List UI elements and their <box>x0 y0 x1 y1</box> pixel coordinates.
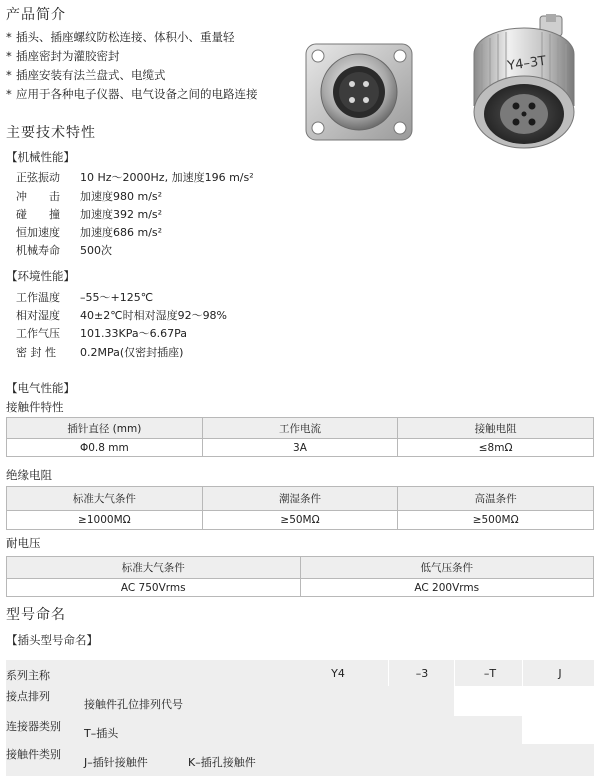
naming-row-text: J–插针接触件 <box>84 756 148 769</box>
mechanical-row: 正弦振动 10 Hz～2000Hz, 加速度196 m/s² <box>16 171 254 184</box>
cable-plug-photo <box>462 14 586 154</box>
mechanical-row: 机械寿命 500次 <box>16 244 112 257</box>
table-header: 接触电阻 <box>398 418 594 439</box>
environment-row: 工作温度 –55～+125℃ <box>16 291 154 304</box>
model-code: –3 <box>415 667 429 680</box>
table-cell: ≤8mΩ <box>398 439 594 457</box>
naming-band <box>6 686 454 716</box>
naming-row-label: 连接器类别 <box>6 720 61 733</box>
table-cell: ≥500MΩ <box>398 511 594 530</box>
model-code: –T <box>483 667 497 680</box>
voltage-table <box>6 556 594 597</box>
contact-table <box>6 417 594 457</box>
table-header: 标准大气条件 <box>7 487 203 511</box>
environment-row: 工作气压 101.33KPa～6.67Pa <box>16 327 187 340</box>
intro-bullet: * 插头、插座螺纹防松连接、体积小、重量轻 <box>6 30 235 44</box>
plug-naming-title: 【插头型号命名】 <box>6 633 98 647</box>
mechanical-row: 冲 击 加速度980 m/s² <box>16 190 163 203</box>
electrical-title: 【电气性能】 <box>6 381 75 395</box>
intro-bullet: * 应用于各种电子仪器、电气设备之间的电路连接 <box>6 87 258 101</box>
table-cell: 3A <box>202 439 398 457</box>
intro-bullet: * 插座安装有法兰盘式、电缆式 <box>6 68 166 82</box>
table-header: 潮湿条件 <box>202 487 398 511</box>
table-cell: ≥50MΩ <box>202 511 398 530</box>
mechanical-title: 【机械性能】 <box>6 150 75 164</box>
insulation-table-title: 绝缘电阻 <box>6 468 52 482</box>
environment-title: 【环境性能】 <box>6 269 75 283</box>
table-cell: AC 200Vrms <box>300 579 594 597</box>
naming-row-text: T–插头 <box>84 727 119 740</box>
table-header: 标准大气条件 <box>7 557 301 579</box>
voltage-table-title: 耐电压 <box>6 536 41 550</box>
svg-text:Y4–3T: Y4–3T <box>506 53 548 74</box>
naming-row-label: 接点排列 <box>6 690 50 703</box>
series-label: 系列主称 <box>6 669 50 682</box>
naming-band <box>6 660 594 686</box>
model-code: J <box>558 667 562 680</box>
environment-row: 相对湿度 40±2℃时相对湿度92～98% <box>16 309 228 322</box>
model-title: 型号命名 <box>6 607 66 623</box>
contact-table-title: 接触件特性 <box>6 400 64 414</box>
insulation-table <box>6 486 594 530</box>
intro-bullet: * 插座密封为灌胶密封 <box>6 49 120 63</box>
model-code: Y4 <box>331 667 345 680</box>
naming-row-label: 接触件类别 <box>6 748 61 761</box>
table-cell: ≥1000MΩ <box>7 511 203 530</box>
intro-title: 产品简介 <box>6 7 66 23</box>
naming-row-text: K–插孔接触件 <box>188 756 256 769</box>
mechanical-row: 恒加速度 加速度686 m/s² <box>16 226 163 239</box>
flange-receptacle-photo <box>300 38 418 146</box>
table-header: 低气压条件 <box>300 557 594 579</box>
specs-title: 主要技术特性 <box>6 125 96 141</box>
mechanical-row: 碰 撞 加速度392 m/s² <box>16 208 163 221</box>
table-cell: AC 750Vrms <box>7 579 301 597</box>
table-header: 插针直径 (mm) <box>7 418 203 439</box>
environment-row: 密 封 性 0.2MPa(仅密封插座) <box>16 346 184 359</box>
table-cell: Φ0.8 mm <box>7 439 203 457</box>
table-header: 工作电流 <box>202 418 398 439</box>
naming-row-text: 接触件孔位排列代号 <box>84 698 183 711</box>
table-header: 高温条件 <box>398 487 594 511</box>
